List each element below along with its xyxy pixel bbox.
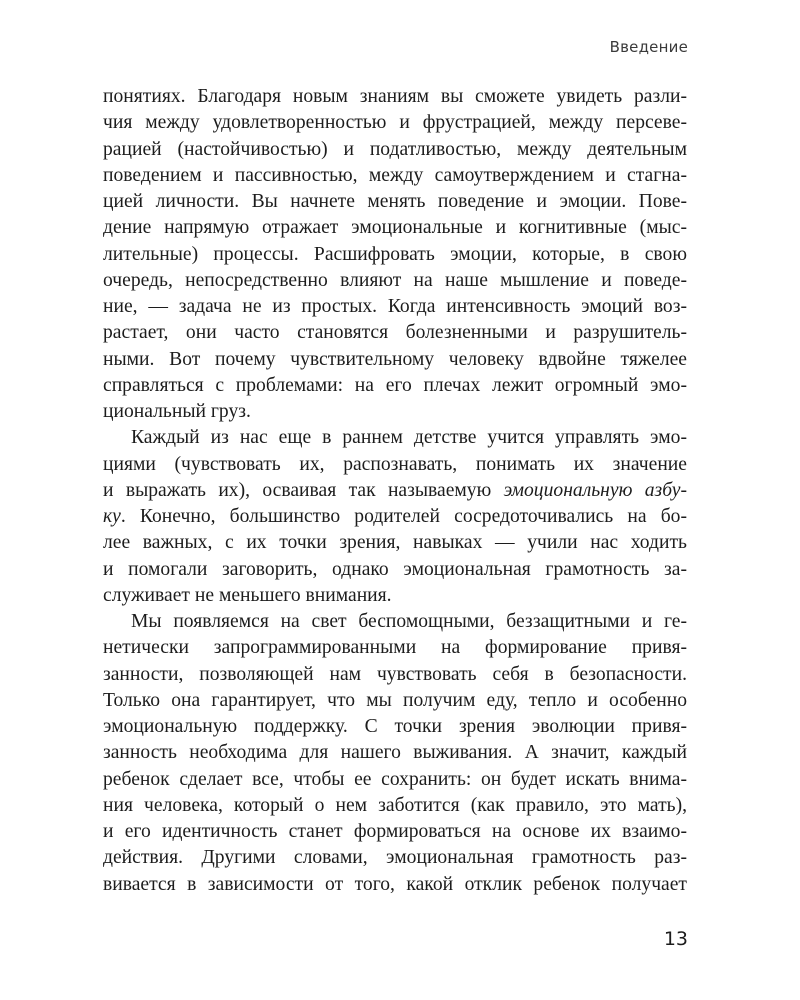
text-line: вивается в зависимости от того, какой отклик ребенок получает [103,873,687,895]
text-line: и помогали заговорить, однако эмоциональная грамотность за- [103,558,687,580]
text-line: лительные) процессы. Расшифровать эмоции, которые, в свою [103,243,687,265]
text-line: служивает не меньшего внимания. [103,584,392,606]
text-line: рацией (настойчивостью) и податливостью, между деятельным [103,138,687,160]
text-line: ния человека, который о нем заботится (как правило, это мать), [103,794,687,816]
text-line: эмоциональную поддержку. С точки зрения эволюции привя- [103,716,687,737]
text-line: циями (чувствовать их, распознавать, понимать их значение [103,453,687,475]
text-line: Мы появляемся на свет беспомощными, беззащитными и ге- [131,611,687,632]
text-line: Каждый из нас еще в раннем детстве учится управлять эмо- [131,427,687,449]
page-number: 13 [663,928,688,950]
text-line: Только она гарантирует, что мы получим еду, тепло и особенно [103,689,687,711]
text-line: действия. Другими словами, эмоциональная грамотность раз- [103,847,687,869]
text-line: занность необходима для нашего выживания. А значит, каждый [103,742,687,764]
italic-term: эмоциональную азбу- [503,479,688,501]
text-line: лее важных, с их точки зрения, навыках — учили нас ходить [103,532,687,554]
body-text [103,84,687,898]
text-line: чия между удовлетворенностью и фрустрацией, между персеве- [103,112,687,134]
text-line: и его идентичность станет формироваться на основе их взаимо- [103,821,687,842]
text-line: ние, — задача не из простых. Когда интенсивность эмоций воз- [103,296,687,317]
text-line-with-italic [103,478,687,504]
text-line: ными. Вот почему чувствительному человеку вдвойне тяжелее [103,348,687,370]
text-line: дение напрямую отражает эмоциональные и когнитивные (мыс- [103,217,687,239]
text-run: . Конечно, большинство родителей сосредоточивались на бо- [120,506,687,527]
text-line: цией личности. Вы начнете менять поведение и эмоции. Пове- [103,191,687,212]
italic-term: ку [103,506,121,527]
text-line: очередь, непосредственно влияют на наше мышление и поведе- [103,269,687,291]
text-line: занности, позволяющей нам чувствовать себя в безопасности. [103,663,687,685]
text-run: и выражать их), осваивая так называемую [103,479,504,501]
text-line: нетически запрограммированными на формирование привя- [103,637,687,659]
text-line-with-italic [103,504,687,530]
text-line: понятиях. Благодаря новым знаниям вы сможете увидеть разли- [103,86,687,107]
text-line: циональный груз. [103,401,251,422]
text-line: поведением и пассивностью, между самоутверждением и стагна- [103,164,687,186]
running-header: Введение [609,38,688,56]
text-line: ребенок сделает все, чтобы ее сохранить: он будет искать внима- [103,768,687,790]
text-line: растает, они часто становятся болезненными и разрушитель- [103,322,687,344]
text-line: справляться с проблемами: на его плечах лежит огромный эмо- [103,374,687,396]
